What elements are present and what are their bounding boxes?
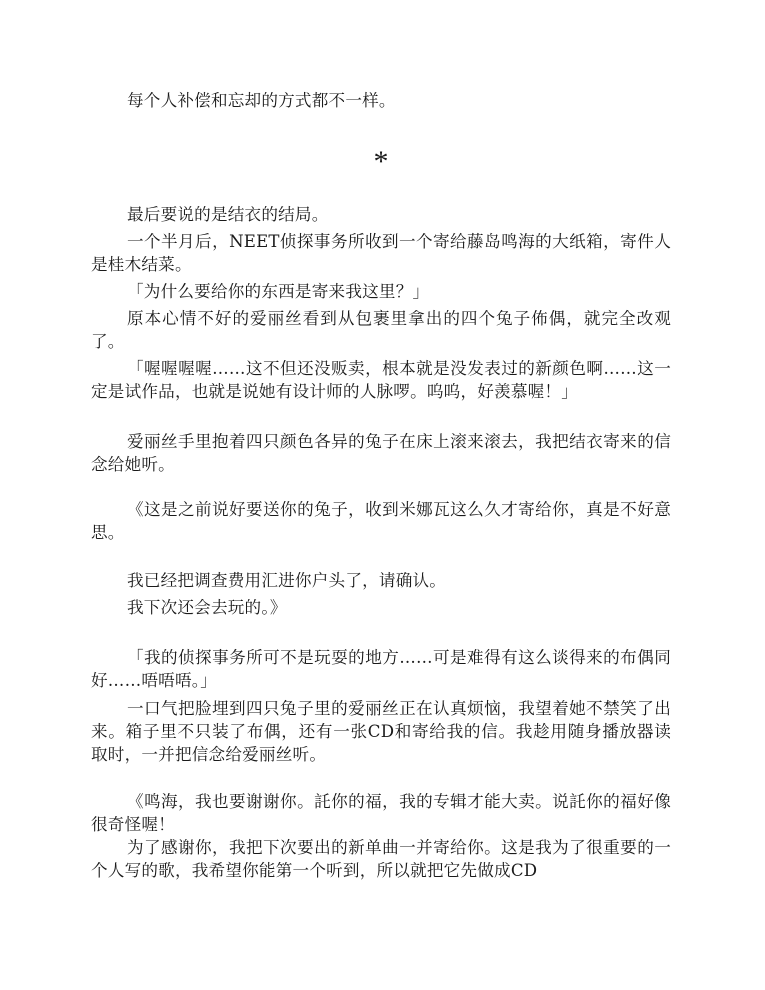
paragraph: 「我的侦探事务所可不是玩耍的地方……可是难得有这么谈得来的布偶同好……唔唔唔。」	[91, 648, 671, 690]
paragraph: 一口气把脸埋到四只兔子里的爱丽丝正在认真烦恼，我望着她不禁笑了出来。箱子里不只装了布偶，还有一张CD和寄给我的信。我趁用随身播放器读取时，一并把信念给爱丽丝听。	[91, 699, 671, 764]
paragraph: 爱丽丝手里抱着四只颜色各异的兔子在床上滚来滚去，我把结衣寄来的信念给她听。	[91, 432, 671, 474]
paragraph: 我已经把调查费用汇进你户头了，请确认。	[127, 571, 447, 590]
paragraph: 《鸣海，我也要谢谢你。託你的福，我的专辑才能大卖。说託你的福好像很奇怪喔！	[91, 792, 671, 834]
paragraph: 原本心情不好的爱丽丝看到从包裹里拿出的四个兔子佈偶，就完全改观了。	[91, 309, 671, 351]
paragraph: 「喔喔喔喔……这不但还没贩卖，根本就是没发表过的新颜色啊……这一定是试作品，也就是说她有设计师的人脉啰。呜呜，好羡慕喔！」	[91, 359, 671, 401]
paragraph: 最后要说的是结衣的结局。	[127, 205, 329, 224]
paragraph: 一个半月后，NEET侦探事务所收到一个寄给藤岛鸣海的大纸箱，寄件人是桂木结菜。	[91, 232, 671, 274]
paragraph: 每个人补偿和忘却的方式都不一样。	[127, 91, 396, 110]
paragraph: 为了感谢你，我把下次要出的新单曲一并寄给你。这是我为了很重要的一个人写的歌，我希望你能第一个听到，所以就把它先做成CD	[91, 838, 671, 880]
section-separator: *	[373, 145, 389, 178]
paragraph: 我下次还会去玩的。》	[127, 598, 287, 617]
paragraph: 《这是之前说好要送你的兔子，收到米娜瓦这么久才寄给你，真是不好意思。	[91, 500, 671, 542]
paragraph: 「为什么要给你的东西是寄来我这里？」	[127, 282, 430, 301]
